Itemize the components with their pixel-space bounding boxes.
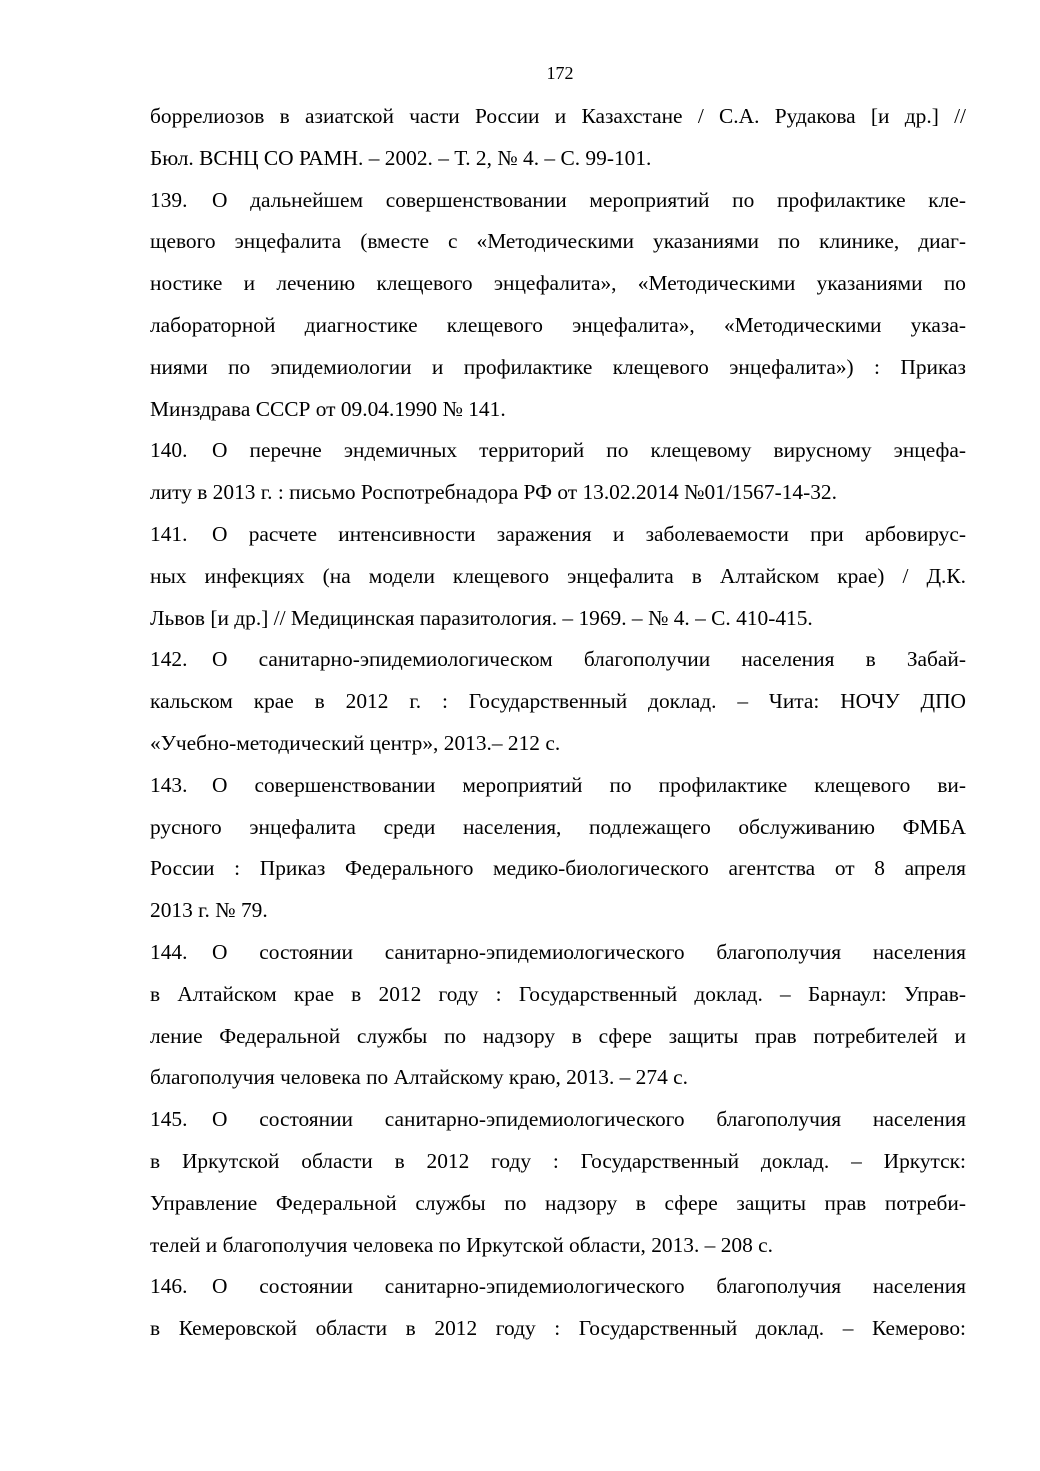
reference-number: 141. (150, 521, 188, 546)
text-line (150, 1225, 966, 1267)
text-line (150, 848, 966, 890)
line-text: ностике и лечению клещевого энцефалита», «Методическими указаниями по (150, 271, 966, 296)
line-text: боррелиозов в азиатской части России и Казахстане / С.А. Рудакова [и др.] // (150, 104, 966, 128)
line-text: благополучия человека по Алтайскому краю, 2013. – 274 с. (150, 1065, 688, 1090)
page-number: 172 (546, 63, 574, 83)
text-line (150, 347, 966, 389)
line-text: России : Приказ Федерального медико-биологического агентства от 8 апреля (150, 856, 966, 881)
text-line (150, 1141, 966, 1183)
text-line (150, 96, 966, 138)
line-text: О совершенствовании мероприятий по профилактике клещевого ви- (212, 772, 966, 797)
text-line (150, 472, 966, 514)
line-text: Управление Федеральной службы по надзору в сфере защиты прав потреби- (150, 1190, 966, 1215)
line-text: Минздрава СССР от 09.04.1990 № 141. (150, 396, 506, 421)
text-line (150, 1183, 966, 1225)
reference-entry-first-line (150, 765, 966, 807)
line-text: Львов [и др.] // Медицинская паразитология. – 1969. – № 4. – С. 410-415. (150, 605, 813, 630)
text-line (150, 598, 966, 640)
line-text: 2013 г. № 79. (150, 898, 268, 923)
line-text: телей и благополучия человека по Иркутской области, 2013. – 208 с. (150, 1232, 773, 1257)
line-text: О санитарно-эпидемиологическом благополучии населения в Забай- (212, 647, 966, 672)
line-text: О расчете интенсивности заражения и заболеваемости при арбовирус- (212, 521, 966, 546)
line-text: Бюл. ВСНЦ СО РАМН. – 2002. – Т. 2, № 4. – С. 99-101. (150, 145, 652, 170)
text-line (150, 1057, 966, 1099)
reference-number: 146. (150, 1274, 188, 1299)
bibliography-body (150, 96, 966, 1350)
line-text: щевого энцефалита (вместе с «Методическими указаниями по клинике, диаг- (150, 229, 966, 254)
line-text: в Алтайском крае в 2012 году : Государственный доклад. – Барнаул: Управ- (150, 981, 966, 1006)
reference-number: 140. (150, 438, 188, 463)
line-text: «Учебно-методический центр», 2013.– 212 с. (150, 730, 561, 755)
line-text: лабораторной диагностике клещевого энцефалита», «Методическими указа- (150, 312, 966, 337)
line-text: ных инфекциях (на модели клещевого энцефалита в Алтайском крае) / Д.К. (150, 563, 966, 588)
line-text: литу в 2013 г. : письмо Роспотребнадора РФ от 13.02.2014 №01/1567-14-32. (150, 480, 837, 505)
text-line (150, 556, 966, 598)
text-line (150, 974, 966, 1016)
reference-entry-first-line (150, 514, 966, 556)
line-text: О состоянии санитарно-эпидемиологического благополучия населения (212, 1274, 966, 1299)
text-line (150, 723, 966, 765)
line-text: русного энцефалита среди населения, подлежащего обслуживанию ФМБА (150, 814, 966, 839)
text-line (150, 389, 966, 431)
text-line (150, 305, 966, 347)
reference-entry-first-line (150, 1099, 966, 1141)
text-line (150, 807, 966, 849)
line-text: кальском крае в 2012 г. : Государственный доклад. – Чита: НОЧУ ДПО (150, 689, 966, 714)
reference-entry-first-line (150, 430, 966, 472)
text-line (150, 263, 966, 305)
reference-number: 139. (150, 187, 188, 212)
line-text: О состоянии санитарно-эпидемиологического благополучия населения (212, 1107, 966, 1132)
text-line (150, 681, 966, 723)
reference-entry-first-line (150, 180, 966, 222)
line-text: О перечне эндемичных территорий по клещевому вирусному энцефа- (212, 438, 966, 463)
text-line (150, 138, 966, 180)
line-text: О состоянии санитарно-эпидемиологического благополучия населения (212, 939, 966, 964)
line-text: в Кемеровской области в 2012 году : Государственный доклад. – Кемерово: (150, 1316, 966, 1341)
reference-number: 145. (150, 1107, 188, 1132)
line-text: О дальнейшем совершенствовании мероприятий по профилактике кле- (212, 187, 966, 212)
reference-entry-first-line (150, 639, 966, 681)
reference-entry-first-line (150, 932, 966, 974)
line-text: в Иркутской области в 2012 году : Государственный доклад. – Иркутск: (150, 1148, 966, 1173)
text-line (150, 221, 966, 263)
text-line (150, 890, 966, 932)
reference-entry-first-line (150, 1266, 966, 1308)
reference-number: 142. (150, 647, 188, 672)
reference-number: 144. (150, 939, 188, 964)
text-line (150, 1308, 966, 1350)
reference-number: 143. (150, 772, 188, 797)
text-line (150, 1016, 966, 1058)
line-text: ление Федеральной службы по надзору в сфере защиты прав потребителей и (150, 1023, 966, 1048)
line-text: ниями по эпидемиологии и профилактике клещевого энцефалита») : Приказ (150, 354, 966, 379)
